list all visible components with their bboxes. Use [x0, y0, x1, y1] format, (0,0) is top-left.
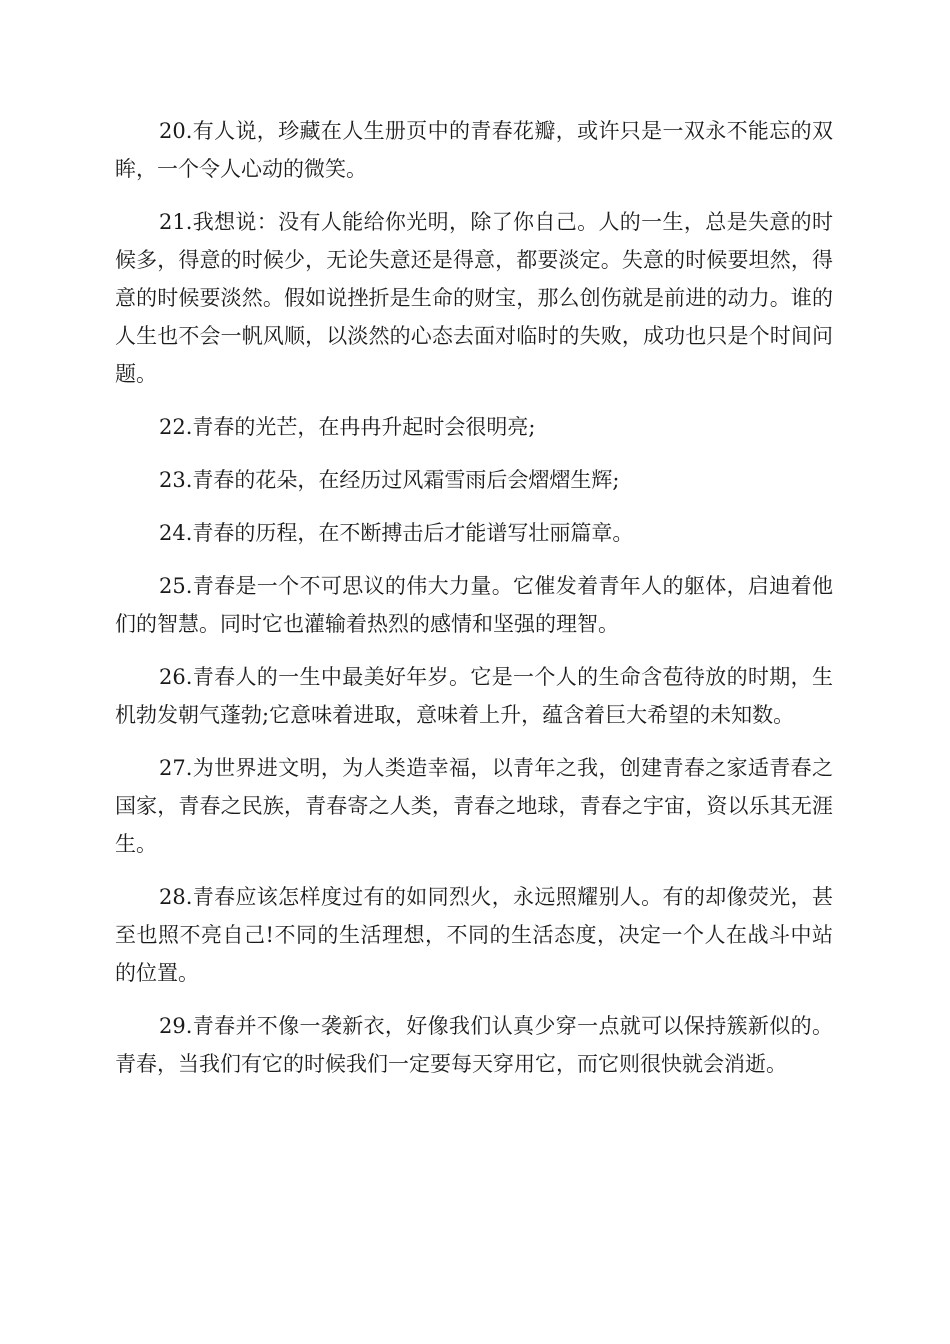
paragraph-25: 25.青春是一个不可思议的伟大力量。它催发着青年人的躯体，启迪着他们的智慧。同时它也灌输着热烈的感情和坚强的理智。	[115, 574, 833, 636]
paragraph-29: 29.青春并不像一袭新衣，好像我们认真少穿一点就可以保持簇新似的。青春，当我们有它的时候我们一定要每天穿用它，而它则很快就会消逝。	[115, 1014, 833, 1076]
paragraph-26: 26.青春人的一生中最美好年岁。它是一个人的生命含苞待放的时期，生机勃发朝气蓬勃;它意味着进取，意味着上升，蕴含着巨大希望的未知数。	[115, 665, 833, 727]
paragraph-23: 23.青春的花朵，在经历过风霜雪雨后会熠熠生辉;	[159, 468, 620, 492]
paragraph-22: 22.青春的光芒，在冉冉升起时会很明亮;	[159, 415, 536, 439]
paragraph-21: 21.我想说：没有人能给你光明，除了你自己。人的一生，总是失意的时候多，得意的时候少，无论失意还是得意，都要淡定。失意的时候要坦然，得意的时候要淡然。假如说挫折是生命的财宝，那么创伤就是前进的动力。谁的人生也不会一帆风顺，以淡然的心态去面对临时的失败，成功也只是个时间问题。	[115, 210, 833, 386]
document-body	[115, 112, 833, 1098]
paragraph-24: 24.青春的历程，在不断搏击后才能谱写壮丽篇章。	[159, 521, 634, 545]
paragraph-20: 20.有人说，珍藏在人生册页中的青春花瓣，或许只是一双永不能忘的双眸，一个令人心动的微笑。	[115, 119, 833, 181]
paragraph-27: 27.为世界进文明，为人类造幸福，以青年之我，创建青春之家适青春之国家，青春之民族，青春寄之人类，青春之地球，青春之宇宙，资以乐其无涯生。	[115, 756, 833, 856]
paragraph-28: 28.青春应该怎样度过有的如同烈火，永远照耀别人。有的却像荧光，甚至也照不亮自己!不同的生活理想，不同的生活态度，决定一个人在战斗中站的位置。	[115, 885, 833, 985]
